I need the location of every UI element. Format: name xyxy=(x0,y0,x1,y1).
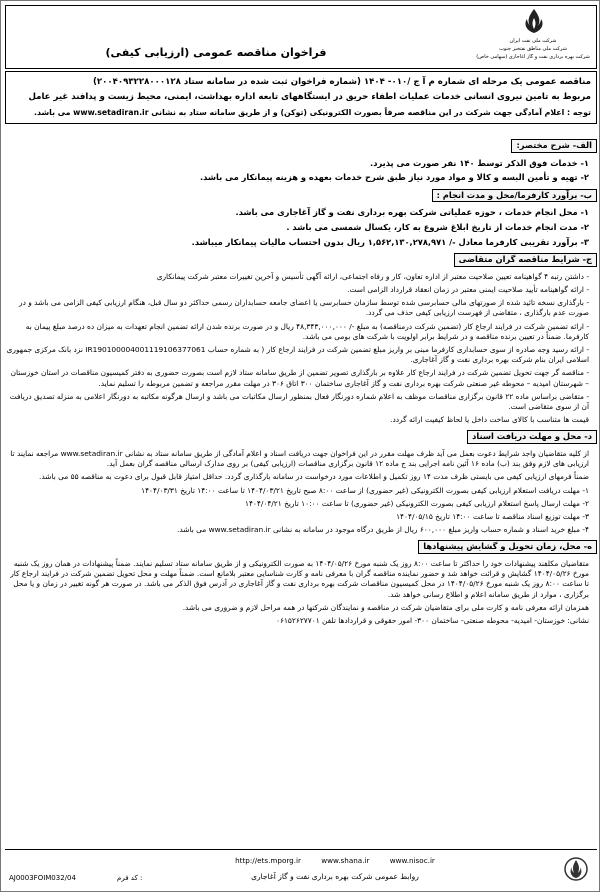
form-code-label: کد فرم : xyxy=(117,874,143,882)
website-link[interactable]: www.shana.ir xyxy=(321,856,370,865)
section-d-item: ۱- مهلت دریافت استعلام ارزیابی کیفی بصورت الکترونیکی (غیر حضوری) از ساعت ۸:۰۰ صبح تاریخ ۱۴۰۴/۰۳/۲۱ تا ساعت ۱۴:۰۰ تاریخ ۱۴۰۴/۰۳/۳۱ xyxy=(141,485,589,495)
tender-notice: توجه : اعلام آمادگی جهت شرکت در این مناقصه صرفاً بصورت الکترونیکی (توکن) و از طریق سامانه ستاد به نشانی www.setadiran.ir می باشد. xyxy=(34,108,591,117)
section-b xyxy=(5,187,597,248)
section-e xyxy=(5,538,597,626)
section-d-title: د- محل و مهلت دریافت اسناد xyxy=(467,430,597,444)
website-link[interactable]: http://ets.mporg.ir xyxy=(235,856,301,865)
page-title: فراخوان مناقصه عمومی (ارزیابی کیفی) xyxy=(105,46,327,59)
section-c-item: - ارائه رسید وجه صادره از سوی حسابداری کارفرما مبنی بر واریز مبلغ تضمین شرکت در فرایند ارجاع کار ( به شماره حساب IR190100004001119106377061 نزد بانک مرکزی جمهوری اسلامی ایران بنام شرکت بهره برداری نفت و گاز آغاجاری. xyxy=(6,344,589,365)
notice-footer xyxy=(5,849,597,889)
section-b-item: ۲- مدت انجام خدمات از تاریخ ابلاغ شروع به کار، یکسال شمسی می باشد . xyxy=(286,221,589,232)
flame-emblem-icon xyxy=(518,8,550,34)
section-c-item: قیمت ها متناسب با کالای ساخت داخل یا لحاظ کیفیت ارائه گردد. xyxy=(390,415,589,425)
section-a-item: ۱- خدمات فوق الذکر توسط ۱۴۰ نفر صورت می پذیرد. xyxy=(370,157,589,168)
notice-body xyxy=(5,137,597,845)
section-b-item: ۱- محل انجام خدمات ، حوزه عملیاتی شرکت بهره برداری نفت و گاز آغاجاری می باشد. xyxy=(235,207,589,218)
section-c-item: - داشتن رتبه ۴ گواهینامه تعیین صلاحیت معتبر از اداره تعاون، کار و رفاه اجتماعی، ارائه آگهی تأسیس و آخرین تغییرات معتبر شرکت پیمانکاری xyxy=(156,271,589,281)
org-emblem-icon xyxy=(501,854,591,884)
contact-address: نشانی: خوزستان- امیدیه- محوطه صنعتی- ساختمان ۳۰۰- امور حقوقی و قراردادها تلفن ۰۶۱۵۲۶۲۷۷۰۱ xyxy=(276,616,589,626)
section-e-paragraph-2: همزمان ارائه معرفی نامه و کارت ملی برای متقاضیان شرکت در مناقصه و نمایندگان شرکتها در همه مراحل لازم و ضروری می باشد. xyxy=(182,602,589,612)
section-c-item: - ارائه تضمین شرکت در فرایند ارجاع کار (تضمین شرکت درمناقصه) به مبلغ -/ ۴۸,۳۴۳,۰۰۰,۰۰۰ ریال و در صورت برنده شدن ارائه تضمین انجام تعهدات به میزان ده درصد مبلغ پیمان به کارفرما. ضمناً در تعیین برنده مناقصه و در شرایط برابر اولویت با شرکت های بومی می باشد. xyxy=(25,321,589,341)
section-d-item: ۲- مهلت ارسال پاسخ استعلام ارزیابی کیفی بصورت الکترونیکی (غیر حضوری) تا ساعت ۱۰:۰۰ تاریخ ۱۴۰۴/۰۴/۲۱ xyxy=(244,498,589,508)
section-a-title: الف- شرح مختصر: xyxy=(511,139,597,153)
section-c-title: ج- شرایط مناقصه گران متقاضی xyxy=(454,253,597,267)
subject-box xyxy=(5,71,597,124)
section-a-item: ۲- تهیه و تأمین البسه و کالا و مواد مورد نیاز طبق شرح خدمات بعهده و هزینه پیمانکار می باشد. xyxy=(199,172,589,183)
section-d-item: ۳- مهلت توزیع اسناد مناقصه تا ساعت ۱۴:۰۰ تاریخ ۱۴۰۴/۰۵/۱۵ xyxy=(396,512,589,521)
section-d-intro: از کلیه متقاضیان واجد شرایط دعوت بعمل می آید ظرف مهلت مقرر در این فراخوان جهت دریافت اسناد و اعلام آمادگی از طریق سامانه ستاد به نشانی www.setadiran.ir مراجعه نمایند تا ارزیابی های لازم وفق بند (ب) ماده ۱۶ آئین نامه اجرایی بند ج ماده ۱۲ قانون برگزاری مناقصات (ارزیابی کیفی) بر روی مدارک ارسالی مناقصه گران بعمل آید. xyxy=(10,448,589,469)
section-e-title: ه- محل، زمان تحویل و گشایش پیشنهادها xyxy=(418,540,597,554)
website-link[interactable]: www.nisoc.ir xyxy=(389,856,435,865)
section-c-item: - بارگذاری نسخه تائید شده از صورتهای مالی حسابرسی شده توسط سازمان حسابرسی یا اعضای جامعه حسابداران رسمی حداکثر دو سال قبل، هنگام ارزیابی کیفی الزامی می باشد و در صورت عدم بارگذاری ، متقاضی از فهرست ارزیابی کیفی حذف می گردد. xyxy=(19,298,589,318)
section-c-item: - ارائه گواهینامه تأیید صلاحیت ایمنی معتبر در زمان انعقاد قرارداد الزامی است. xyxy=(347,284,589,294)
logo-text-2: شرکت ملی مناطق نفتخیز جنوب xyxy=(499,46,567,52)
footer-websites xyxy=(185,856,485,865)
logo-text-3: شرکت بهره برداری نفت و گاز آغاجاری (سهامی خاص) xyxy=(476,54,590,60)
section-c xyxy=(5,251,597,425)
form-code: AJ0003FOIM032/04 xyxy=(9,874,76,882)
logo-text-1: شرکت ملی نفت ایران xyxy=(509,38,557,44)
footer-org-name: روابط عمومی شرکت بهره برداری نفت و گاز آغاجاری xyxy=(251,872,419,881)
tender-number: مناقصه عمومی یک مرحله ای شماره م آ ج /۰۱۰- ۱۴۰۴ (شماره فراخوان ثبت شده در سامانه ستاد ۲۰۰۴۰۹۳۲۲۸۰۰۰۱۲۸) xyxy=(92,77,591,87)
company-logo xyxy=(474,8,594,66)
section-b-item: ۳- برآورد تقریبی کارفرما معادل -/ ۱,۵۶۲,۱۳۰,۲۷۸,۹۷۱ ریال بدون احتساب مالیات پیمانکار میباشد. xyxy=(191,236,589,247)
section-d-item: ۴- مبلغ خرید اسناد و شماره حساب واریز مبلغ ۶۰۰,۰۰۰ ریال از طریق درگاه موجود در سامانه به نشانی www.setadiran.ir می باشد. xyxy=(177,525,589,535)
section-c-item: - مناقصه گر جهت تحویل تضمین شرکت در فرایند ارجاع کار علاوه بر بارگذاری تصویر تضمین از طریق سامانه ستاد لازم است بصورت حضوری به دفتر کمیسیون مناقصات در استان خوزستان – شهرستان امیدیه – محوطه غیر صنعتی شرکت بهره برداری نفت و گاز آغاجاری ساختمان ۳۰۰ اتاق ۳۰۶ در مهلت مقرر مراجعه و تضمین مربوطه را تسلیم نماید. xyxy=(10,368,589,388)
tender-subject: مربوط به تامین نیروی انسانی خدمات عملیات اطفاء حریق در ایستگاههای تابعه اداره بهداشت، ایمنی، محیط زیست و پدافند غیر عامل xyxy=(28,92,591,102)
section-a xyxy=(5,137,597,184)
section-d xyxy=(5,428,597,535)
section-c-item: - متقاضی براساس ماده ۲۲ قانون برگزاری مناقصات موظف به اعلام شماره دورنگار فعال بمنظور ارسال مکاتبات می باشد و ارسال هرگونه مکاتبه به دورنگار اعلامی به منزله تصدیق دریافت آن از سوی متقاضی است. xyxy=(9,391,589,411)
notice-header xyxy=(5,5,597,69)
section-b-title: ب- برآورد کارفرما/محل و مدت انجام : xyxy=(432,189,597,203)
section-e-paragraph: متقاضیان مکلفند پیشنهادات خود را حداکثر تا ساعت ۸:۰۰ روز یک شنبه مورخ ۱۴۰۴/۰۵/۲۶ به صورت الکترونیکی و از طریق سامانه ستاد تسلیم نمایند. ضمناً پیشنهادات در همان روز یک شنبه مورخ ۱۴۰۴/۰۵/۲۶ گشایش و قرائت خواهد شد و حضور نماینده مناقصه گران با معرفی نامه و کارت شناسایی معتبر بلامانع است. ضمناً مهلت و محل تحویل تضمین شرکت در فرایند ارجاع کار تا ساعت ۸:۰۰ روز یک شنبه مورخ ۱۴۰۴/۰۵/۲۶ در محل کمیسیون مناقصات شرکت بهره برداری نفت و گاز آغاجاری در آدرس فوق الذکر می باشد. در صورت هر گونه تغییر در زمان و یا محل برگزاری ، موارد از طریق سامانه اعلام و اطلاع رسانی خواهد شد. xyxy=(10,559,589,599)
section-d-note: ضمناً فرمهای ارزیابی کیفی می بایستی ظرف مدت ۱۴ روز تکمیل و اطلاعات مورد درخواست در سامانه بارگذاری گردد. حداقل امتیاز قابل قبول برای دعوت به مناقصه ۵۵ می باشد. xyxy=(39,472,589,482)
